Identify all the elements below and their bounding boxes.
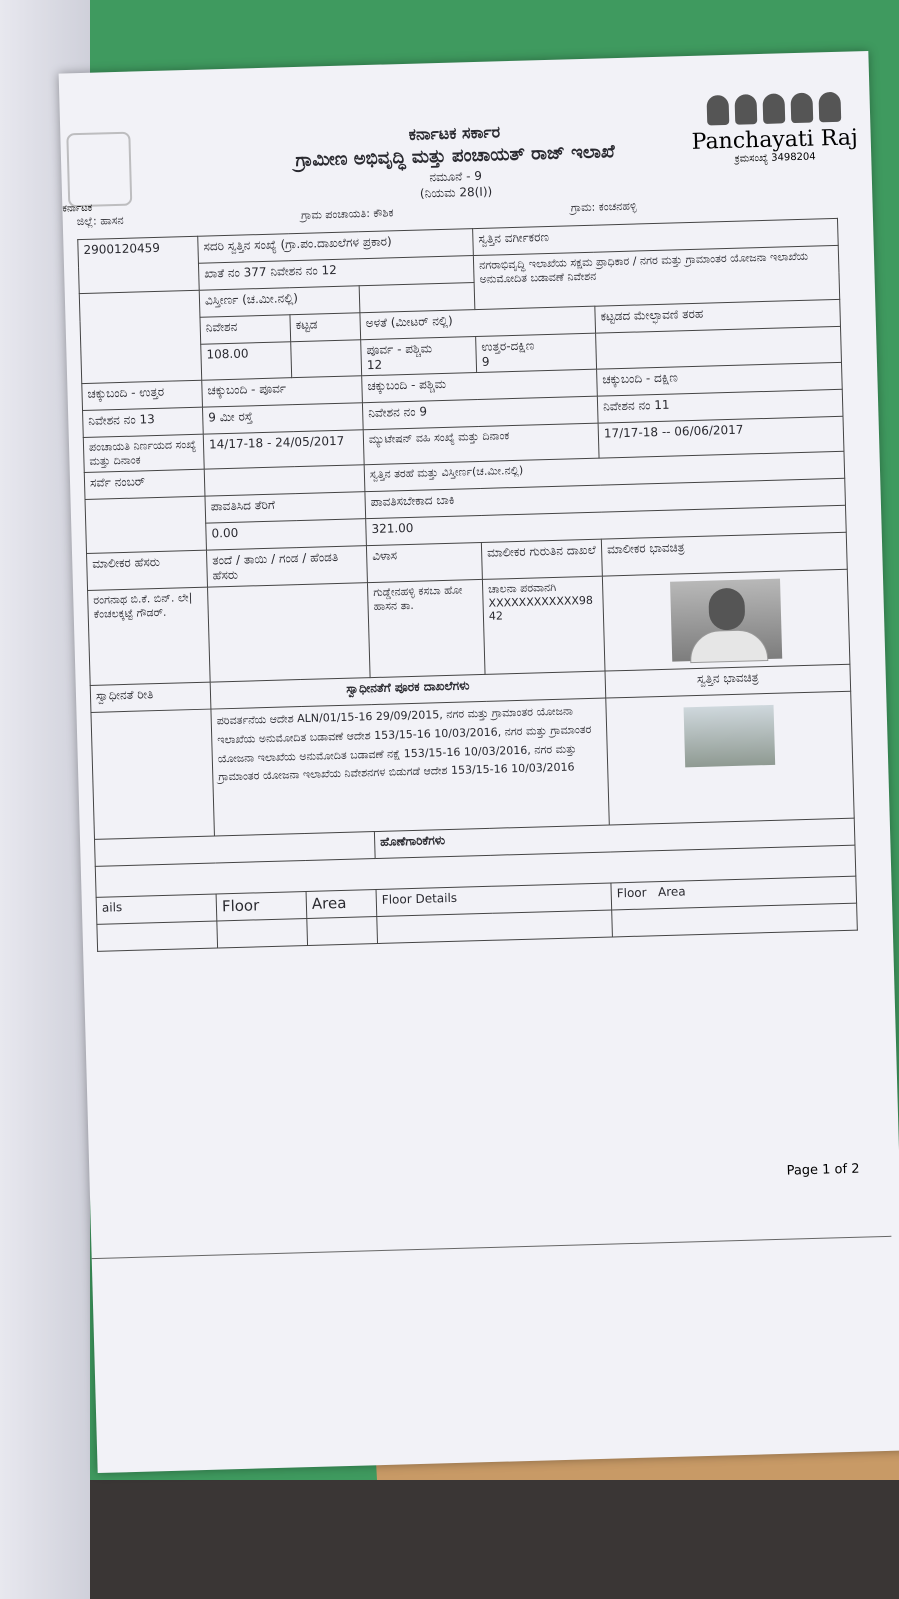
- site-area: 108.00: [201, 342, 292, 380]
- property-table: [77, 218, 858, 952]
- khata-number: ಖಾತೆ ನಂ 377 ನಿವೇಶನ ನಂ 12: [198, 256, 474, 291]
- possession-documents: ಪರಿವರ್ತನೆಯ ಆದೇಶ ALN/01/15-16 29/09/2015, ನಗರ ಮತ್ತು ಗ್ರಾಮಾಂತರ ಯೋಜನಾ ಇಲಾಖೆಯ ಅನುಮೋದಿತ ಬಡಾವಣೆ ಆದೇಶ 153/15-16 10/03/2016, ನಗರ ಮತ್ತು ಗ್ರಾಮಾಂತರ ಯೋಜನಾ ಇಲಾಖೆಯ ಅನುಮೋದಿತ ಬಡಾವಣೆ ನಕ್ಷೆ 153/15-16 10/03/2016, ನಗರ ಮತ್ತು ಗ್ರಾಮಾಂತರ ಯೋಜನಾ ಇಲಾಖೆಯ ನಿವೇಶನಗಳ ಬಿಡುಗಡೆ ಆದೇಶ 153/15-16 10/03/2016: [211, 698, 609, 836]
- floor: [0, 1480, 899, 1599]
- relation-name-label: ತಂದೆ / ತಾಯಿ / ಗಂಡ / ಹೆಂಡತಿ ಹೆಸರು: [206, 546, 367, 587]
- south-boundary: ನಿವೇಶನ ನಂ 11: [597, 390, 843, 424]
- mutation-value: 17/17-18 -- 06/06/2017: [598, 417, 844, 459]
- district: ಜಿಲ್ಲೆ: ಹಾಸನ: [76, 214, 124, 229]
- area-header-right: Area: [657, 884, 686, 900]
- floor-details-label-left: ails: [96, 894, 217, 924]
- liabilities-label: ಹೊಣೆಗಾರಿಕೆಗಳು: [374, 818, 855, 858]
- west-boundary-label: ಚಕ್ಕುಬಂದಿ - ಪಶ್ಚಿಮ: [362, 369, 598, 403]
- dimensions-label: ಅಳತೆ (ಮೀಟರ್ ನಲ್ಲಿ): [360, 306, 596, 340]
- floor-details-header: Floor Details: [376, 883, 612, 917]
- resolution-label: ಪಂಚಾಯತಿ ನಿರ್ಣಯದ ಸಂಖ್ಯೆ ಮತ್ತು ದಿನಾಂಕ: [83, 434, 204, 472]
- survey-number-label: ಸರ್ವೆ ನಂಬರ್: [84, 469, 205, 499]
- building-label: ಕಟ್ಟಡ: [290, 313, 361, 342]
- village: ಗ್ರಾಮ: ಕಂಚನಹಳ್ಳಿ: [570, 199, 637, 215]
- possession-docs-label: ಸ್ವಾಧೀನತೆಗೆ ಪೂರಕ ದಾಖಲೆಗಳು: [210, 671, 606, 709]
- document-page: [59, 51, 899, 1473]
- tax-due-label: ಪಾವತಿಸಬೇಕಾದ ಬಾಕಿ: [365, 479, 846, 519]
- department-title: ಗ್ರಾಮೀಣ ಅಭಿವೃದ್ಧಿ ಮತ್ತು ಪಂಚಾಯತ್ ರಾಜ್ ಇಲಾಖೆ: [295, 140, 615, 171]
- east-west-value: 12: [366, 357, 383, 373]
- north-south-label: ಉತ್ತರ-ದಕ್ಷಿಣ: [481, 338, 535, 355]
- property-number-label: ಸದರಿ ಸ್ವತ್ತಿನ ಸಂಖ್ಯೆ (ಗ್ರಾ.ಪಂ.ದಾಖಲೆಗಳ ಪ್ರಕಾರ): [198, 229, 474, 264]
- property-photo-label: ಸ್ವತ್ತಿನ ಭಾವಚಿತ್ರ: [605, 664, 851, 698]
- logo-title: Panchayati Raj: [691, 125, 859, 155]
- property-number-value: 2900120459: [78, 237, 199, 294]
- possession-label: ಸ್ವಾಧೀನತೆ ರೀತಿ: [90, 682, 211, 712]
- classification-label: ಸ್ವತ್ತಿನ ವರ್ಗೀಕರಣ: [473, 219, 839, 256]
- tax-due-value: 321.00: [366, 506, 847, 546]
- form-number: ನಮೂನೆ - 9: [429, 168, 483, 185]
- gram-panchayat: ಗ್ರಾಮ ಪಂಚಾಯತಿ: ಕೌಶಿಕ: [300, 206, 394, 223]
- owner-id-label: ಮಾಲೀಕರ ಗುರುತಿನ ದಾಖಲೆ: [481, 539, 602, 579]
- west-boundary: ನಿವೇಶನ ನಂ 9: [362, 396, 598, 430]
- mutation-label: ಮ್ಯುಟೇಷನ್ ವಹಿ ಸಂಖ್ಯೆ ಮತ್ತು ದಿನಾಂಕ: [363, 423, 599, 465]
- roof-type-label: ಕಟ್ಟಡದ ಮೇಲ್ಛಾವಣಿ ತರಹ: [595, 300, 841, 334]
- emblem-caption: ಕರ್ನಾಟಕ: [62, 202, 93, 215]
- east-boundary: 9 ಮೀ ರಸ್ತೆ: [202, 403, 363, 434]
- owner-name: ರಂಗನಾಥ ಬಿ.ಕೆ. ಬಿನ್. ಲೇ| ಕೆಂಚಲಕ್ಕಟ್ಟೆ ಗೌಡರ್.: [88, 587, 211, 685]
- resolution-value: 14/17-18 - 24/05/2017: [203, 430, 364, 469]
- classification-value: ನಗರಾಭಿವೃದ್ಧಿ ಇಲಾಖೆಯ ಸಕ್ಷಮ ಪ್ರಾಧಿಕಾರ / ನಗರ ಮತ್ತು ಗ್ರಾಮಾಂತರ ಯೋಜನಾ ಇಲಾಖೆಯ ಅನುಮೋದಿತ ಬಡಾವಣೆ ನಿವೇಶನ: [473, 246, 839, 310]
- floor-header-left: Floor: [216, 892, 307, 922]
- rule-number: (ನಿಯಮ 28(I)): [419, 184, 493, 201]
- form-body: [74, 112, 857, 952]
- area-header-left: Area: [306, 890, 377, 919]
- serial-number: ಕ್ರಮಸಂಖ್ಯೆ 3498204: [734, 151, 816, 165]
- owner-id-type: ಚಾಲನಾ ಪರವಾನಗಿ: [488, 581, 557, 597]
- page-number: Page 1 of 2: [786, 1161, 860, 1179]
- north-boundary-label: ಚಕ್ಕುಬಂದಿ - ಉತ್ತರ: [82, 380, 203, 410]
- footer-rule: [92, 1236, 892, 1259]
- site-label: ನಿವೇಶನ: [200, 315, 291, 345]
- government-title: ಕರ್ನಾಟಕ ಸರ್ಕಾರ: [408, 122, 501, 144]
- owner-photo-label: ಮಾಲೀಕರ ಭಾವಚಿತ್ರ: [601, 533, 847, 577]
- owner-id-number: XXXXXXXXXXXX9842: [488, 594, 594, 624]
- north-south-value: 9: [481, 354, 490, 370]
- owner-address: ಗುಡ್ಡೇನಹಳ್ಳಿ ಕಸಬಾ ಹೋ ಹಾಸನ ತಾ.: [367, 580, 485, 678]
- property-type-area-label: ಸ್ವತ್ತಿನ ತರಹೆ ಮತ್ತು ವಿಸ್ತೀರ್ಣ(ಚ.ಮೀ.ನಲ್ಲಿ): [364, 452, 845, 492]
- address-label: ವಿಳಾಸ: [366, 543, 482, 583]
- tax-paid-label: ಪಾವತಿಸಿದ ತೆರಿಗೆ: [205, 492, 366, 523]
- south-boundary-label: ಚಕ್ಕುಬಂದಿ - ದಕ್ಷಿಣ: [597, 363, 843, 397]
- north-boundary: ನಿವೇಶನ ನಂ 13: [83, 407, 204, 437]
- area-label: ವಿಸ್ತೀರ್ಣ (ಚ.ಮೀ.ನಲ್ಲಿ): [199, 286, 360, 317]
- owner-photo: [670, 579, 782, 662]
- floor-header-right: Floor: [616, 885, 647, 901]
- tax-paid-value: 0.00: [206, 519, 367, 550]
- east-boundary-label: ಚಕ್ಕುಬಂದಿ - ಪೂರ್ವ: [202, 376, 363, 407]
- east-west-label: ಪೂರ್ವ - ಪಶ್ಚಿಮ: [366, 341, 433, 358]
- owner-name-label: ಮಾಲೀಕರ ಹೆಸರು: [87, 550, 208, 590]
- property-photo: [684, 705, 776, 767]
